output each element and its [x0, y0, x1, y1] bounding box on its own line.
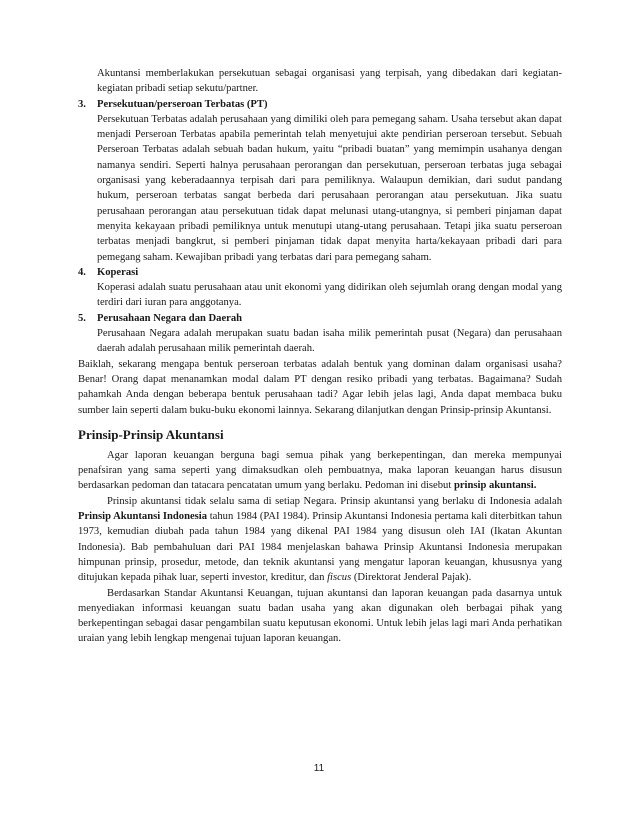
list-item-title: Persekutuan/perseroan Terbatas (PT): [97, 98, 268, 110]
list-item-title: Koperasi: [97, 266, 139, 278]
paragraph-1: [78, 448, 562, 494]
paragraph-3: Berdasarkan Standar Akuntansi Keuangan, tujuan akuntansi dan laporan keuangan pada dasarnya untuk menyediakan informasi keuangan suatu badan usaha yang akan digunakan oleh berbagai pihak yang berkepentingan sebagai dasar pengambilan suatu keputusan ekonomi. Untuk lebih jelas lagi mari Anda perhatikan uraian yang lebih lengkap mengenai tujuan laporan keuangan.: [78, 587, 562, 645]
paragraph-2-text-c: (Direktorat Jenderal Pajak).: [351, 572, 472, 584]
summary-paragraph: Baiklah, sekarang mengapa bentuk perseroan terbatas adalah bentuk yang dominan dalam organisasi usaha? Benar! Orang dapat menanamkan modal dalam PT dengan resiko pribadi yang terbatas. Bagaimana? Sudah pahamkah Anda dengan beberapa bentuk perusahaan tadi? Agar lebih jelas lagi, Anda dapat membaca buku sumber lain seperti dalam buku-buku ekonomi lainnya. Sekarang dilanjutkan dengan Prinsip-prinsip Akuntansi.: [78, 358, 562, 416]
list-item-body: Persekutuan Terbatas adalah perusahaan yang dimiliki oleh para pemegang saham. Usaha tersebut akan dapat menjadi Perseroan Terbatas apabila pemerintah telah menyetujui akte pendirian perseroan tersebut. Sebuah Perseroan Terbatas adalah sebuah badan hukum, yaitu “pribadi buatan” yang memimpin usahanya dengan namanya sendiri. Seperti halnya perusahaan perorangan dan persekutuan, perseroan terbatas juga sebagai organisasi yang keberadaannya terpisah dari para pemiliknya. Walaupun demikian, dari sudut pandang hukum, perseroan terbatas sangat berbeda dari perusahaan perorangan atau persekutuan. Jika suatu perusahaan perorangan atau persekutuan tidak dapat melunasi utang-utangnya, si pemberi pinjaman dapat menyita kekayaan pribadi pemiliknya untuk menutupi utang-utang perusahaan. Tetapi jika suatu perseroan terbatas menjadi bangkrut, si pemberi pinjaman tidak dapat menyita harta/kekayaan pribadi dari para pemegang saham. Kewajiban pribadi yang terbatas dari para pemegang saham.: [97, 113, 562, 263]
page-number: 11: [313, 763, 325, 774]
paragraph-1-text: Agar laporan keuangan berguna bagi semua pihak yang berkepentingan, dan mereka mempunyai penafsiran yang sama seperti yang dimaksudkan oleh pembuatnya, maka laporan keuangan harus disusun berdasarkan pedoman dan tatacara pencatatan umum yang berlaku. Pedoman ini disebut: [78, 449, 562, 492]
paragraph-1-bold-term: prinsip akuntansi.: [453, 480, 537, 492]
paragraph-2: [78, 494, 562, 586]
list-item-body: Perusahaan Negara adalah merupakan suatu badan isaha milik pemerintah pusat (Negara) dan perusahaan daerah adalah perusahaan milik pemerintah daerah.: [97, 328, 562, 355]
page-content: [78, 66, 562, 647]
list-number: 5.: [78, 312, 86, 324]
list-number: 4.: [78, 266, 86, 278]
list-item-title: Perusahaan Negara dan Daerah: [97, 312, 243, 324]
paragraph-2-italic-term: fiscus: [327, 572, 352, 584]
list-item-body: Koperasi adalah suatu perusahaan atau unit ekonomi yang didirikan oleh sejumlah orang dengan modal yang terdiri dari iuran para anggotanya.: [97, 282, 562, 309]
list-item-pt: [78, 97, 562, 265]
section-heading: Prinsip-Prinsip Akuntansi: [78, 426, 224, 442]
paragraph-2-text-a: Prinsip akuntansi tidak selalu sama di setiap Negara. Prinsip akuntansi yang berlaku di Indonesia adalah: [107, 495, 562, 507]
list-item-koperasi: [78, 265, 562, 311]
paragraph-2-text-b: tahun 1984 (PAI 1984). Prinsip Akuntansi Indonesia pertama kali diterbitkan tahun 1973, kemudian diubah pada tahun 1984 yang dikenal PAI 1984 yang disusun oleh IAI (Ikatan Akuntan Indonesia). Bab pembahuluan dari PAI 1984 menjelaskan bahawa Prinsip Akuntansi Indonesia merupakan himpunan prinsip, prosedur, metode, dan teknik akuntansi yang mengatur laporan keuangan, khususnya yang ditujukan kepada pihak luar, seperti investor, kreditur, dan: [78, 511, 562, 584]
list-number: 3.: [78, 98, 86, 110]
paragraph-2-bold-term: Prinsip Akuntansi Indonesia: [78, 511, 208, 523]
list-item-perusahaan-negara: [78, 311, 562, 357]
intro-continuation: Akuntansi memberlakukan persekutuan sebagai organisasi yang terpisah, yang dibedakan dari kegiatan-kegiatan pribadi setiap sekutu/partner.: [97, 68, 562, 95]
